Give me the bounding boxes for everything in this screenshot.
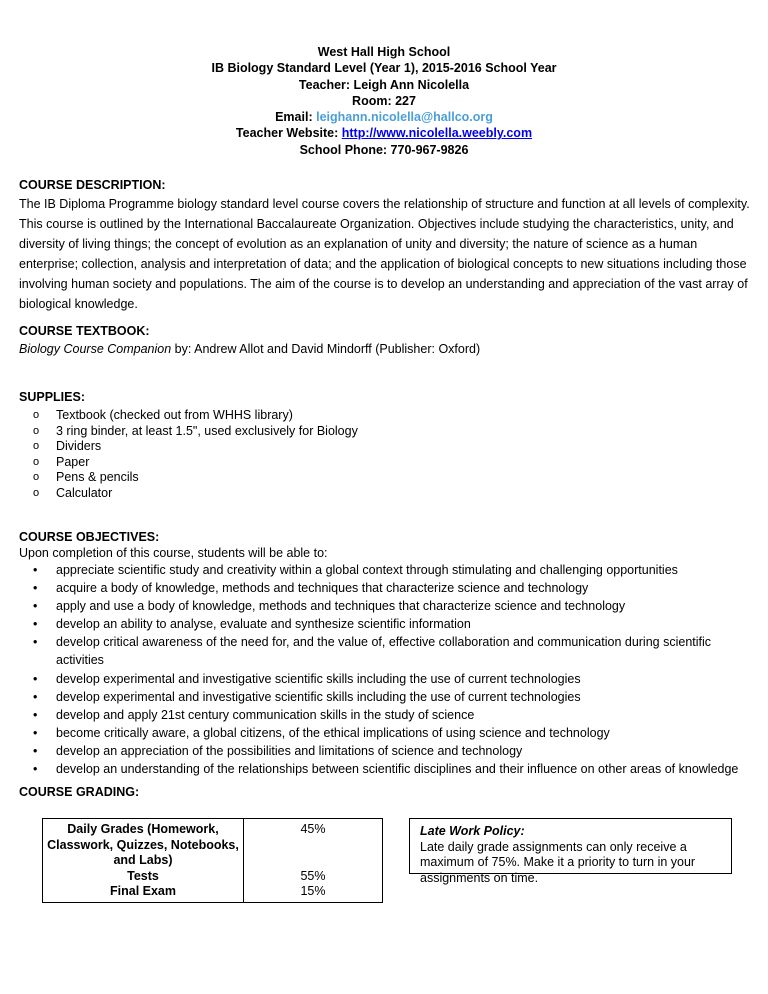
list-item: [19, 724, 751, 742]
section-heading: COURSE OBJECTIVES:: [19, 530, 160, 544]
circle-bullet-icon: o: [33, 440, 40, 453]
room-number: Room: 227: [352, 93, 416, 108]
course-textbook-section: [19, 322, 751, 358]
bullet-icon: •: [33, 671, 38, 686]
bullet-icon: •: [33, 689, 38, 704]
email-address[interactable]: leighann.nicolella@hallco.org: [316, 110, 493, 125]
section-heading: COURSE GRADING:: [19, 785, 140, 799]
list-item: [19, 742, 751, 760]
list-item: [19, 615, 751, 633]
late-policy-text: Late daily grade assignments can only receive a maximum of 75%. Make it a priority to turn in your assignments on time.: [420, 839, 696, 885]
list-item: [19, 561, 751, 579]
table-row: [43, 819, 383, 903]
bullet-icon: •: [33, 599, 38, 614]
grade-categories: [43, 819, 244, 903]
section-heading: COURSE TEXTBOOK:: [19, 324, 150, 338]
grading-table: [42, 818, 383, 903]
bullet-icon: •: [33, 563, 38, 577]
list-item: [19, 688, 751, 706]
website-label: Teacher Website:: [235, 126, 342, 141]
circle-bullet-icon: o: [33, 486, 40, 499]
course-objectives-section: [19, 528, 751, 778]
bullet-icon: •: [33, 581, 38, 596]
late-work-policy-box: [409, 818, 732, 885]
late-policy-title: Late Work Policy:: [420, 824, 525, 838]
description-text: The IB Diploma Programme biology standard level course covers the relationship of structure and function at all levels of complexity. This course is outlined by the International Baccalaureate Organization. Objectives include studying the characteristics, unity, and diversity of living things; the concept of evolution as an explanation of unity and diversity; the nature of science as a human enterprise; collection, analysis and interpretation of data; and the application of biological concepts to new situations including those involving human society and populations. The aim of the course is to develop an understanding and appreciation of the vast array of biological knowledge.: [19, 197, 750, 311]
grade-percentages: [244, 819, 383, 903]
bullet-icon: •: [33, 617, 38, 632]
list-item: [19, 597, 751, 615]
section-heading: COURSE DESCRIPTION:: [19, 178, 166, 192]
bullet-icon: •: [33, 743, 38, 758]
circle-bullet-icon: o: [33, 424, 40, 437]
course-title: IB Biology Standard Level (Year 1), 2015-2016 School Year: [211, 61, 557, 76]
email-line: [0, 109, 768, 125]
circle-bullet-icon: o: [33, 471, 40, 484]
bullet-icon: •: [33, 762, 38, 777]
list-item: [19, 424, 751, 440]
objective-text: develop an appreciation of the possibilities and limitations of science and technology: [56, 743, 523, 758]
objective-text: develop experimental and investigative scientific skills including the use of current technologies: [56, 689, 581, 704]
school-phone: School Phone: 770-967-9826: [299, 142, 469, 157]
supply-text: Paper: [56, 454, 90, 469]
final-exam-label: Final Exam: [110, 884, 176, 899]
daily-grades-label: Daily Grades (Homework, Classwork, Quizzes, Notebooks, and Labs): [47, 822, 239, 868]
list-item: [19, 439, 751, 455]
objective-text: develop an ability to analyse, evaluate and synthesize scientific information: [56, 617, 471, 632]
objective-text: acquire a body of knowledge, methods and techniques that characterize science and technology: [56, 581, 589, 596]
circle-bullet-icon: o: [33, 455, 40, 468]
circle-bullet-icon: o: [33, 409, 40, 421]
supplies-list: [19, 408, 751, 502]
section-heading: SUPPLIES:: [19, 390, 85, 404]
objectives-list: [19, 561, 751, 778]
supply-text: Calculator: [56, 485, 113, 500]
supplies-section: [19, 388, 751, 502]
supply-text: Pens & pencils: [56, 470, 139, 485]
list-item: [19, 706, 751, 724]
website-line: [0, 125, 768, 141]
teacher-name: Teacher: Leigh Ann Nicolella: [298, 77, 470, 92]
course-description-section: [19, 176, 751, 314]
list-item: [19, 670, 751, 688]
list-item: [19, 579, 751, 597]
supply-text: Textbook (checked out from WHHS library): [56, 408, 293, 422]
textbook-info: [19, 340, 751, 358]
objective-text: develop experimental and investigative scientific skills including the use of current technologies: [56, 671, 581, 686]
list-item: [19, 455, 751, 471]
bullet-icon: •: [33, 707, 38, 722]
website-link[interactable]: http://www.nicolella.weebly.com: [341, 126, 533, 141]
list-item: [19, 470, 751, 486]
objective-text: appreciate scientific study and creativity within a global context through stimulating and challenging opportunities: [56, 563, 678, 577]
bullet-icon: •: [33, 635, 38, 650]
objectives-intro: Upon completion of this course, students will be able to:: [19, 546, 328, 560]
school-name: West Hall High School: [317, 45, 451, 59]
email-label: Email:: [275, 110, 317, 125]
textbook-title: Biology Course Companion: [19, 342, 172, 356]
objective-text: develop and apply 21st century communication skills in the study of science: [56, 707, 475, 722]
list-item: [19, 760, 751, 778]
final-exam-pct: 15%: [300, 884, 326, 899]
tests-label: Tests: [127, 868, 159, 883]
objective-text: become critically aware, a global citizens, of the ethical implications of using science and technology: [56, 725, 610, 740]
objective-text: develop critical awareness of the need for, and the value of, effective collaboration and communication during scientific activities: [56, 635, 712, 668]
objective-text: apply and use a body of knowledge, methods and techniques that characterize science and technology: [56, 599, 626, 614]
course-grading-section: [19, 783, 751, 801]
supply-text: 3 ring binder, at least 1.5", used exclusively for Biology: [56, 423, 358, 438]
list-item: [19, 408, 751, 424]
list-item: [19, 633, 751, 669]
tests-pct: 55%: [300, 868, 326, 883]
supply-text: Dividers: [56, 439, 102, 454]
objective-text: develop an understanding of the relationships between scientific disciplines and their influence on other areas of knowledge: [56, 762, 739, 777]
list-item: [19, 486, 751, 502]
bullet-icon: •: [33, 725, 38, 740]
document-header: [0, 44, 768, 158]
daily-grades-pct: 45%: [300, 822, 326, 836]
textbook-details: by: Andrew Allot and David Mindorff (Publisher: Oxford): [171, 342, 481, 356]
